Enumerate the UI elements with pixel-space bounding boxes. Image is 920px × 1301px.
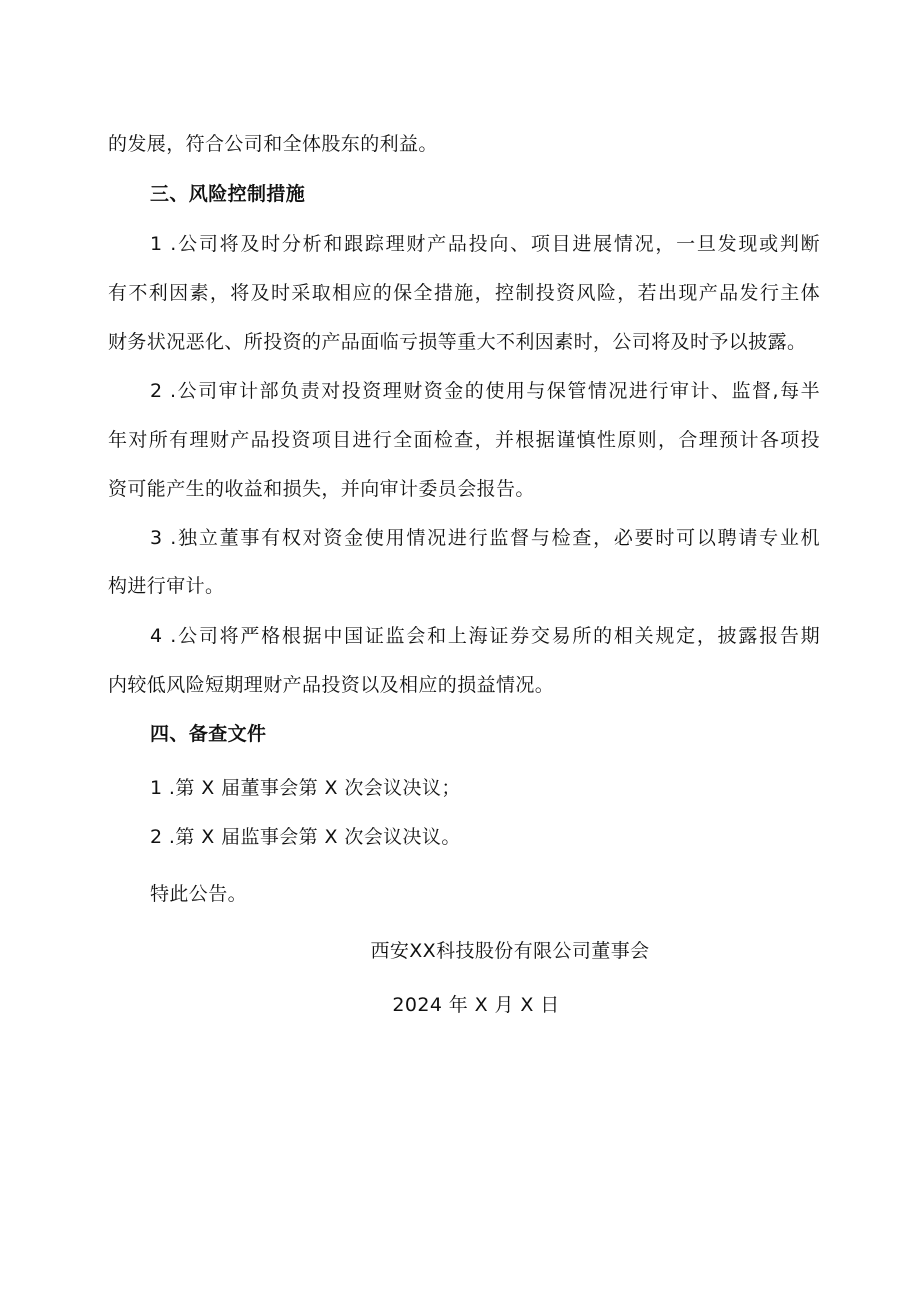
signature-company: 西安XX科技股份有限公司董事会 <box>370 940 650 962</box>
announcement-date: 2024 年 X 月 X 日 <box>392 994 560 1016</box>
section-heading-risk-control: 三、风险控制措施 <box>150 183 306 205</box>
risk-item-2-line-1: 2 .公司审计部负责对投资理财资金的使用与保管情况进行审计、监督,每半 <box>150 380 820 402</box>
risk-item-3-line-1: 3 .独立董事有权对资金使用情况进行监督与检查，必要时可以聘请专业机 <box>150 527 820 549</box>
risk-item-4-line-1: 4 .公司将严格根据中国证监会和上海证券交易所的相关规定，披露报告期 <box>150 625 820 647</box>
paragraph-continuation: 的发展，符合公司和全体股东的利益。 <box>108 133 438 155</box>
closing-statement: 特此公告。 <box>150 883 248 905</box>
risk-item-3-line-2: 构进行审计。 <box>108 575 225 597</box>
section-heading-reference-docs: 四、备查文件 <box>150 723 267 745</box>
risk-item-1-line-1: 1 .公司将及时分析和跟踪理财产品投向、项目进展情况，一旦发现或判断 <box>150 233 820 255</box>
reference-doc-1: 1 .第 X 届董事会第 X 次会议决议； <box>150 777 461 799</box>
risk-item-2-line-3: 资可能产生的收益和损失，并向审计委员会报告。 <box>108 478 535 500</box>
risk-item-1-line-2: 有不利因素，将及时采取相应的保全措施，控制投资风险，若出现产品发行主体 <box>108 282 820 304</box>
risk-item-4-line-2: 内较低风险短期理财产品投资以及相应的损益情况。 <box>108 674 555 696</box>
risk-item-1-line-3: 财务状况恶化、所投资的产品面临亏损等重大不利因素时，公司将及时予以披露。 <box>108 331 807 353</box>
reference-doc-2: 2 .第 X 届监事会第 X 次会议决议。 <box>150 826 461 848</box>
risk-item-2-line-2: 年对所有理财产品投资项目进行全面检查，并根据谨慎性原则，合理预计各项投 <box>108 429 820 451</box>
